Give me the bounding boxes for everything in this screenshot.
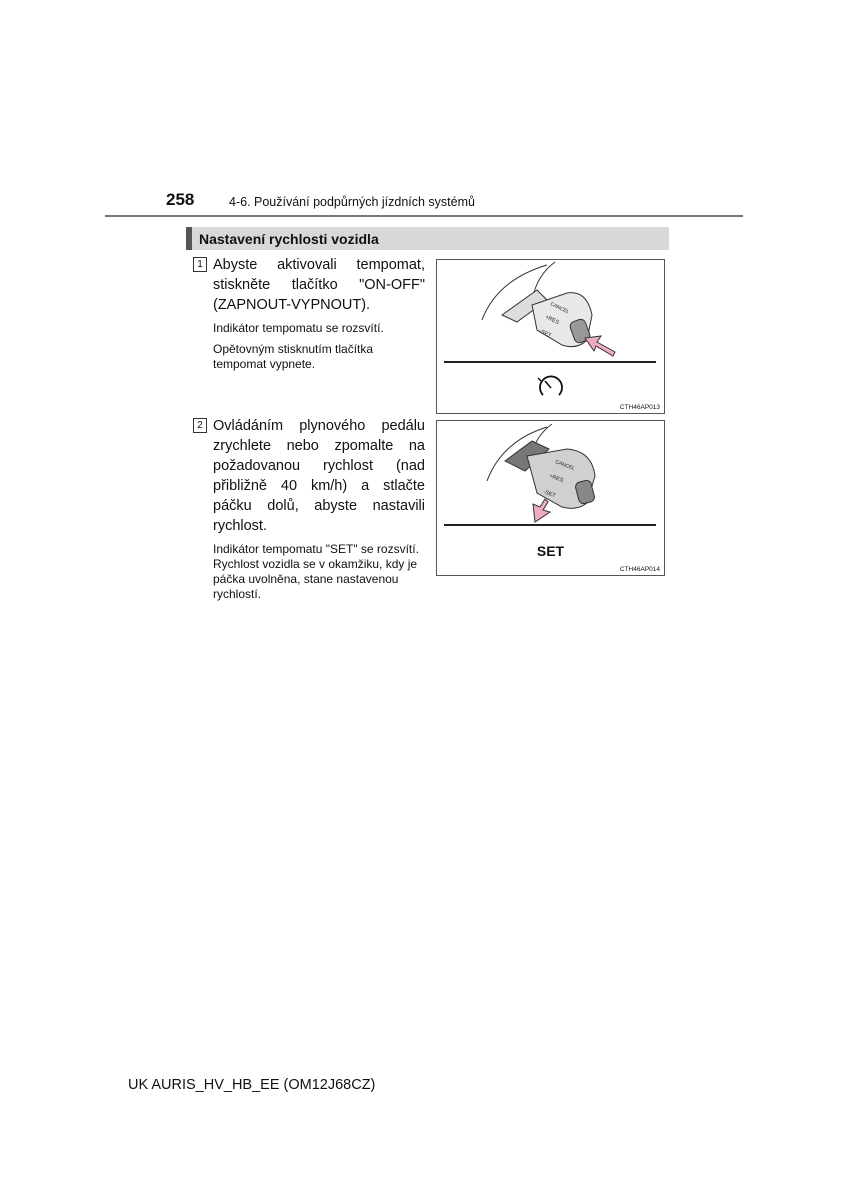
figure-code: CTH46AP013	[619, 404, 660, 411]
push-down-arrow	[533, 499, 550, 522]
set-indicator: SET	[536, 543, 565, 559]
step-instruction: Ovládáním plynového pedálu zrychlete nebo zpomalte na požadovanou rychlost (nad přibližně 40 km/h) a stlačte páčku dolů, abyste nastavili rychlost.	[213, 418, 425, 534]
step-number: 1	[193, 257, 207, 272]
section-title: Nastavení rychlosti vozidla	[199, 231, 379, 247]
page-number: 258	[166, 190, 195, 209]
section-header: 4-6. Používání podpůrných jízdních systémů	[229, 195, 475, 209]
step-note: Indikátor tempomatu se rozsvítí.	[213, 321, 384, 335]
lever-label: -SET	[538, 328, 553, 340]
lever-label: +RES	[544, 314, 560, 326]
lever-label: CANCEL	[554, 459, 576, 472]
step-number: 2	[193, 418, 207, 433]
cruise-control-icon	[437, 260, 664, 413]
section-title-bar	[186, 227, 669, 250]
lever-label: CANCEL	[549, 301, 571, 316]
step-2	[193, 416, 425, 602]
footer-doc-id: UK AURIS_HV_HB_EE (OM12J68CZ)	[128, 1077, 376, 1093]
figure-code: CTH46AP014	[619, 566, 660, 573]
step-note: Indikátor tempomatu "SET" se rozsvítí. Rychlost vozidla se v okamžiku, kdy je páčka uvolněna, stane nastavenou rychlostí.	[213, 542, 419, 601]
figure-on-off	[436, 259, 665, 414]
figure-set	[436, 420, 665, 576]
step-instruction: Abyste aktivovali tempomat, stiskněte tlačítko "ON-OFF" (ZAPNOUT-VYPNOUT).	[213, 257, 425, 313]
lever-label: -SET	[542, 489, 557, 500]
step-1	[193, 255, 425, 372]
fig-rule	[444, 524, 656, 526]
header-rule	[105, 215, 743, 217]
step-note: Opětovným stisknutím tlačítka tempomat vypnete.	[213, 342, 374, 371]
lever-label: +RES	[548, 473, 565, 484]
